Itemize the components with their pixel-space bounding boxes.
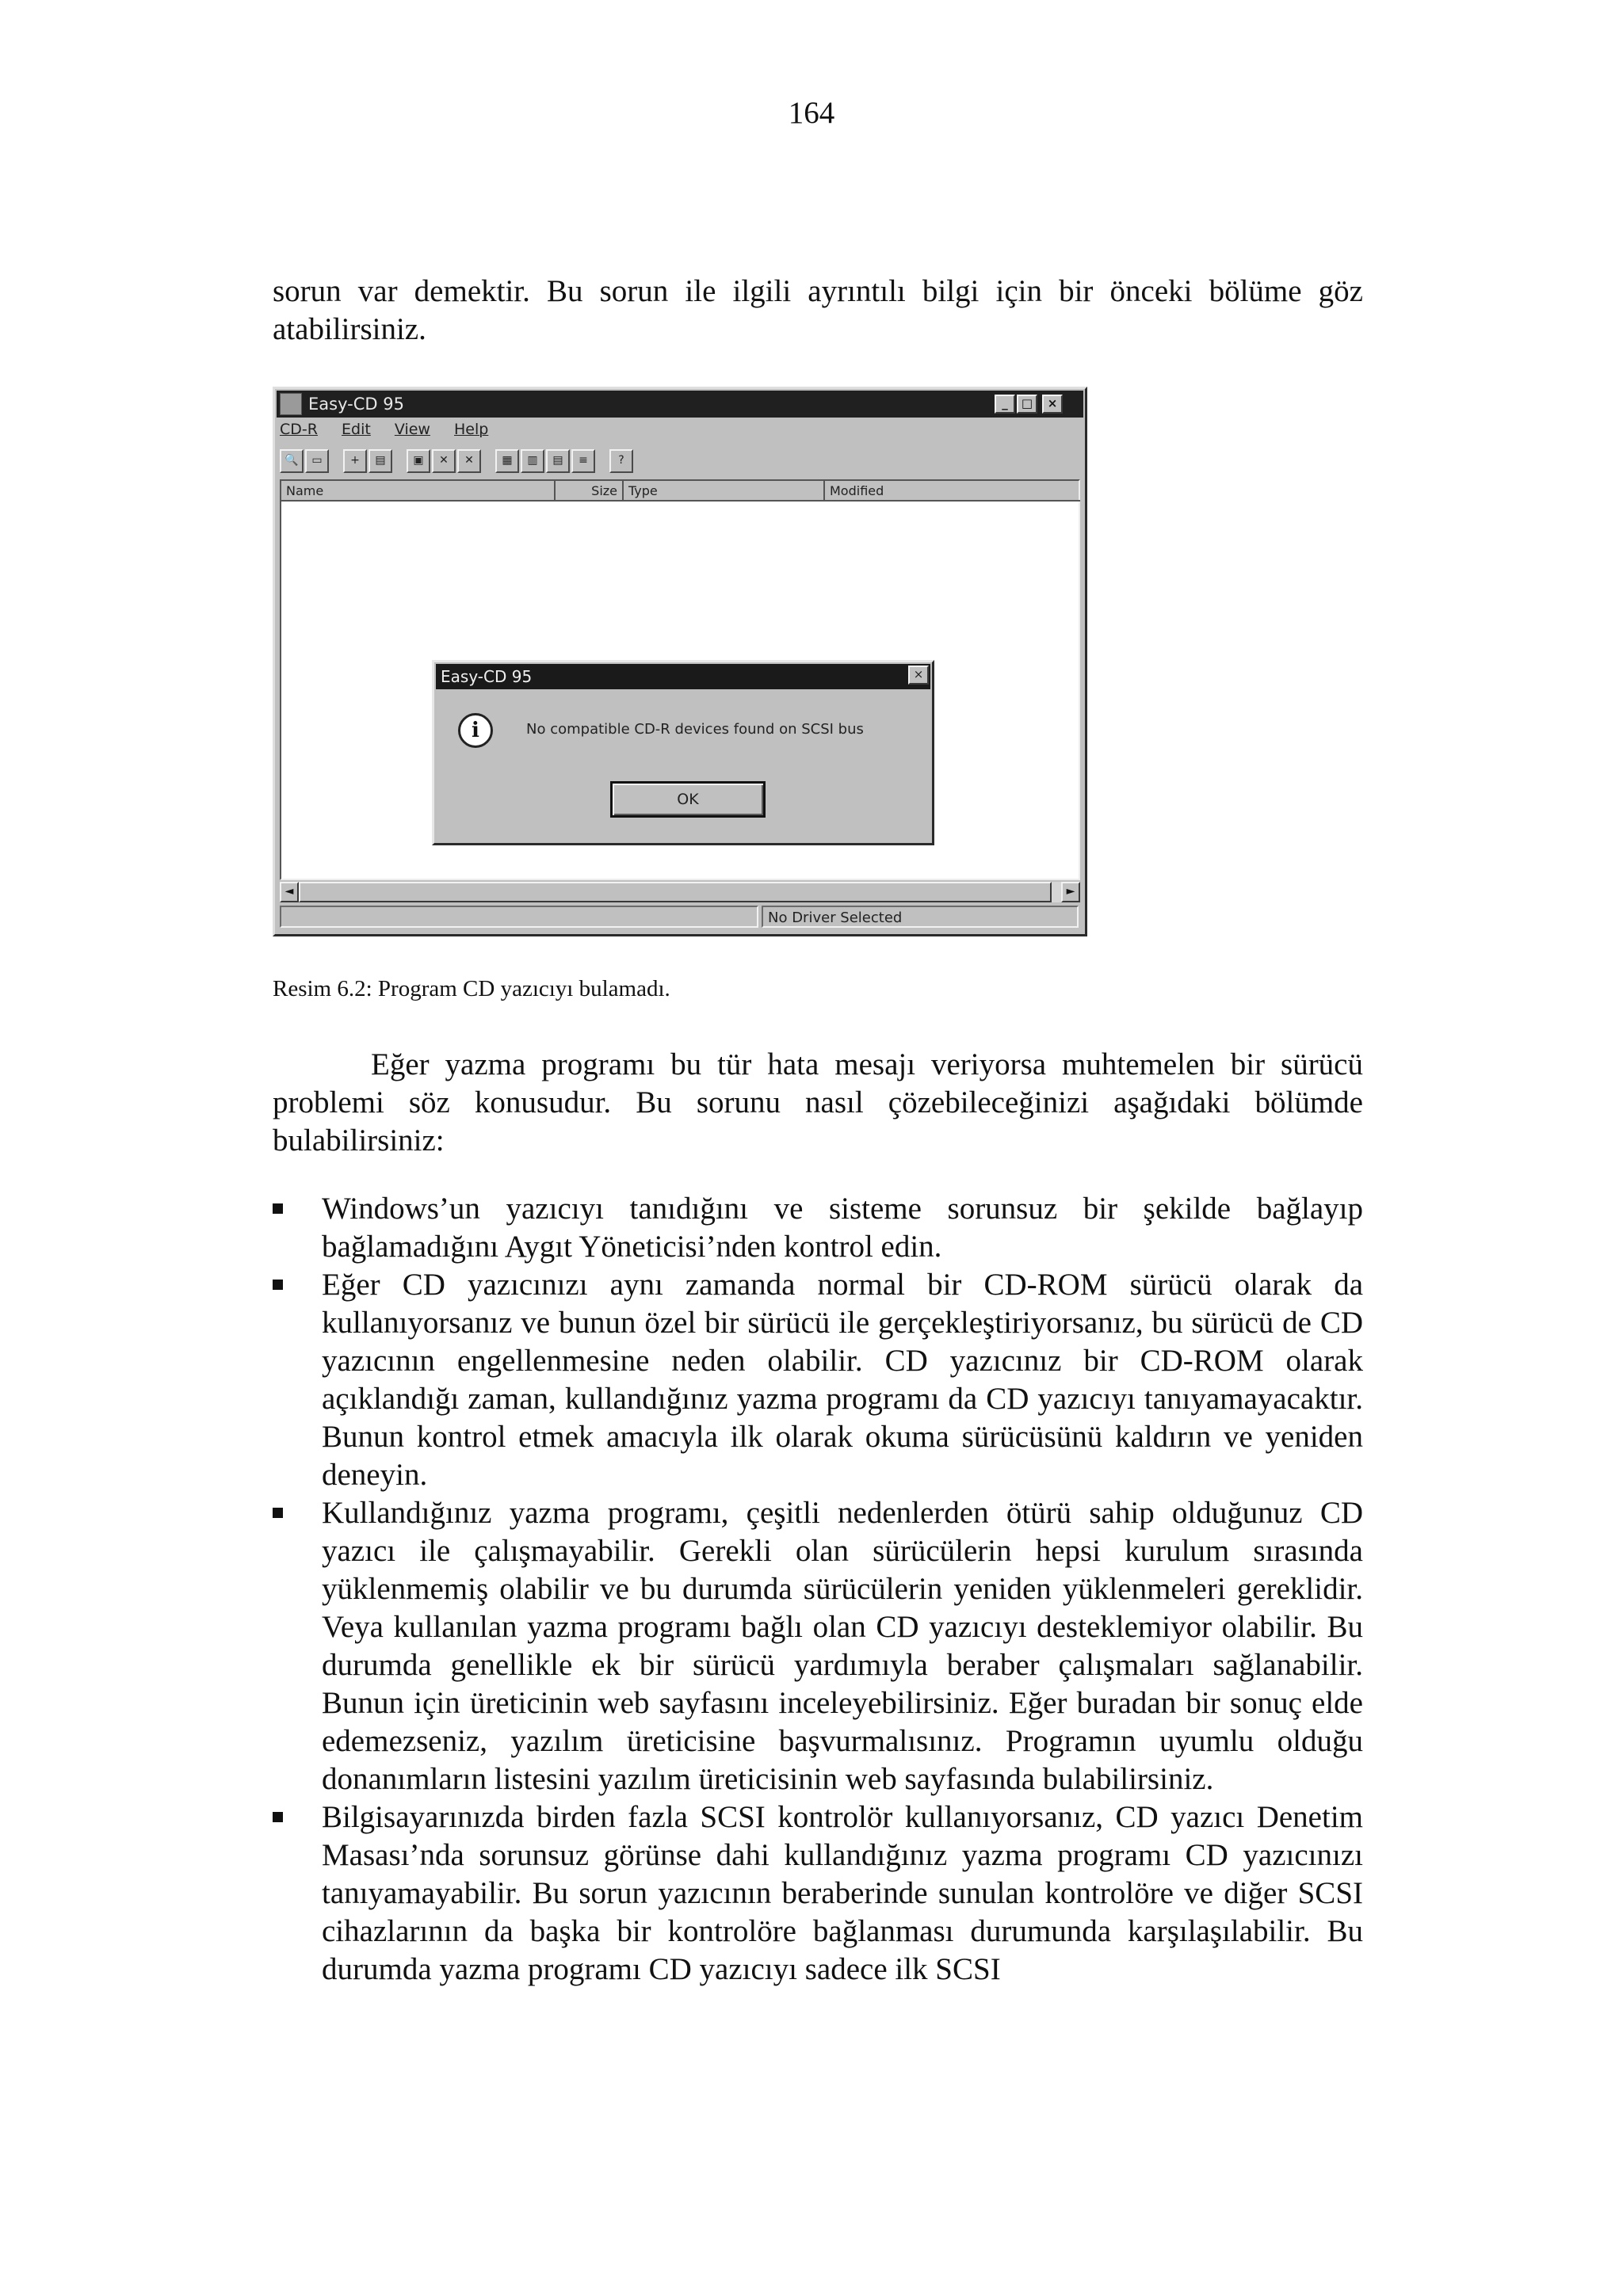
easy-cd-window-screenshot: [273, 387, 1087, 936]
information-icon: i: [458, 713, 493, 748]
figure-caption: Resim 6.2: Program CD yazıcıyı bulamadı.: [273, 976, 670, 1001]
menu-help[interactable]: Help: [454, 421, 489, 438]
add-tool-icon[interactable]: +: [343, 449, 367, 473]
details-view-tool-icon[interactable]: ≡: [571, 449, 595, 473]
bullet-list: [273, 1190, 1363, 1989]
scroll-left-icon[interactable]: ◄: [280, 882, 299, 902]
column-header-name[interactable]: Name: [281, 481, 556, 502]
window-close-button[interactable]: ×: [1042, 395, 1063, 414]
dialog-close-button[interactable]: ×: [908, 666, 929, 685]
window-title: Easy-CD 95: [308, 395, 404, 414]
column-header-size[interactable]: Size: [556, 481, 624, 502]
window-titlebar: [277, 391, 1083, 418]
add-folder-tool-icon[interactable]: ▤: [369, 449, 392, 473]
list-item: [273, 1190, 1363, 1266]
maximize-button[interactable]: □: [1017, 395, 1037, 414]
menu-view[interactable]: View: [394, 421, 430, 438]
status-bar: [280, 906, 1080, 929]
file-list-pane[interactable]: [280, 479, 1080, 880]
list-item-text: Kullandığınız yazma programı, çeşitli nedenlerden ötürü sahip olduğunuz CD yazıcı ile çalışmayabilir. Gerekli olan sürücülerin hepsi kurulum sırasında yüklenmemiş olabilir ve bu durumda sürücülerin yeniden yüklenmeleri gereklidir. Veya kullanılan yazma programı bağlı olan CD yazıcıyı desteklemiyor olabilir. Bu durumda genellikle ek bir sürücü yardımıyla beraber çalışmaları sağlanabilir. Bunun için üreticinin web sayfasını inceleyebilirsiniz. Eğer buradan bir sonuç elde edemezseniz, yazılım üreticisine başvurmalısınız. Programın uyumlu olduğu donanımların listesini yazılım üreticisinin web sayfasında bulabilirsiniz.: [322, 1496, 1363, 1796]
menu-edit[interactable]: Edit: [342, 421, 371, 438]
small-icons-tool-icon[interactable]: ▥: [521, 449, 544, 473]
scroll-thumb[interactable]: [299, 882, 1052, 902]
dialog-message: No compatible CD-R devices found on SCSI bus: [526, 721, 864, 738]
list-item-text: Eğer CD yazıcınızı aynı zamanda normal bir CD-ROM sürücü olarak da kullanıyorsanız ve bunun özel bir sürücü ile gerçekleştiriyorsanız, bu sürücü de CD yazıcının engellenmesine neden olabilir. CD yazıcınız bir CD-ROM olarak açıklandığı zaman, kullandığınız yazma programı da CD yazıcıyı tanıyamayacaktır. Bunun kontrol etmek amacıyla ilk olarak okuma sürücüsünü kaldırın ve yeniden deneyin.: [322, 1268, 1363, 1492]
status-panel-empty: [280, 906, 758, 928]
list-item: [273, 1266, 1363, 1494]
bullet-icon: [273, 1812, 283, 1822]
page-number: 164: [788, 96, 835, 130]
column-header-modified[interactable]: Modified: [825, 481, 1080, 502]
error-dialog: [432, 660, 934, 845]
app-icon: [280, 393, 302, 415]
remove-tool-icon[interactable]: ✕: [457, 449, 481, 473]
toolbar: [280, 448, 1080, 476]
list-item: [273, 1494, 1363, 1798]
column-headers: [281, 481, 1079, 502]
list-view-tool-icon[interactable]: ▤: [546, 449, 570, 473]
delete-tool-icon[interactable]: ✕: [432, 449, 456, 473]
body-paragraph: Eğer yazma programı bu tür hata mesajı veriyorsa muhtemelen bir sürücü problemi söz konusudur. Bu sorunu nasıl çözebileceğinizi aşağıdaki bölümde bulabilirsiniz:: [273, 1047, 1363, 1158]
bullet-icon: [273, 1280, 283, 1290]
list-item-text: Windows’un yazıcıyı tanıdığını ve sisteme sorunsuz bir şekilde bağlayıp bağlamadığını Aygıt Yöneticisi’nden kontrol edin.: [322, 1192, 1363, 1264]
menu-cdr[interactable]: CD-R: [280, 421, 318, 438]
list-item-text: Bilgisayarınızda birden fazla SCSI kontrolör kullanıyorsanız, CD yazıcı Denetim Masası’nda sorunsuz görünse dahi kullandığınız yazma programı CD yazıcınızı tanıyamayabilir. Bu sorun yazıcının beraberinde sunulan kontrolöre ve diğer SCSI cihazlarının da başka bir kontrolöre bağlanması durumunda karşılaşılabilir. Bu durumda yazma programı CD yazıcıyı sadece ilk SCSI: [322, 1800, 1363, 1986]
cd-tool-icon[interactable]: ▭: [305, 449, 329, 473]
list-item: [273, 1798, 1363, 1989]
large-icons-tool-icon[interactable]: ▦: [495, 449, 519, 473]
ok-button[interactable]: OK: [610, 781, 766, 818]
bullet-icon: [273, 1508, 283, 1518]
minimize-button[interactable]: _: [995, 395, 1015, 414]
copy-tool-icon[interactable]: ▣: [407, 449, 430, 473]
menu-bar: [280, 421, 507, 443]
column-header-type[interactable]: Type: [624, 481, 825, 502]
horizontal-scrollbar[interactable]: [280, 882, 1080, 902]
zoom-tool-icon[interactable]: 🔍: [280, 449, 304, 473]
scroll-right-icon[interactable]: ►: [1061, 882, 1080, 902]
dialog-title: Easy-CD 95: [436, 664, 930, 689]
help-tool-icon[interactable]: ?: [609, 449, 633, 473]
intro-paragraph: sorun var demektir. Bu sorun ile ilgili ayrıntılı bilgi için bir önceki bölüme göz atabilirsiniz.: [273, 274, 1363, 346]
bullet-icon: [273, 1203, 283, 1214]
status-driver: No Driver Selected: [762, 906, 1079, 928]
